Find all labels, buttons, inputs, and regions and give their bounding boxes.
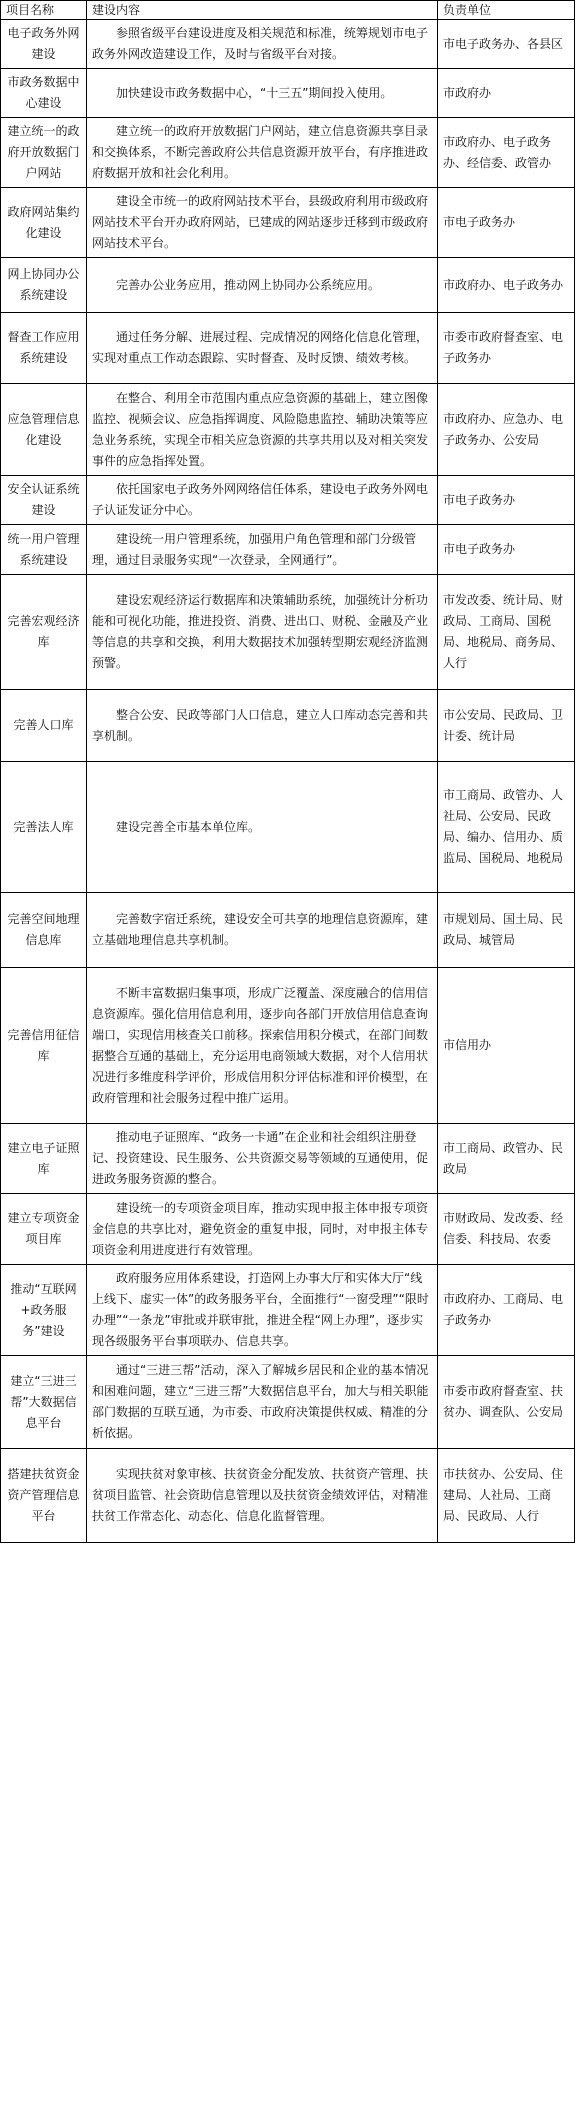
responsible-unit-cell: 市委市政府督查室、电子政务办 (438, 313, 575, 384)
project-name-cell: 建立“三进三帮”大数据信息平台 (1, 1356, 87, 1449)
project-name-cell: 电子政务外网建设 (1, 20, 87, 69)
table-row (1, 1265, 575, 1356)
table-row (1, 313, 575, 384)
table-body (1, 20, 575, 1543)
table-row (1, 20, 575, 69)
project-name-cell: 建立专项资金项目库 (1, 1194, 87, 1265)
table-row (1, 762, 575, 893)
table-row (1, 188, 575, 258)
project-content-cell: 建设宏观经济运行数据库和决策辅助系统，加强统计分析功能和可视化功能，推进投资、消费、进出口、财税、金融及产业等信息的共享和交换，利用大数据技术加强转型期宏观经济监测预警。 (87, 575, 438, 690)
table-header-row (1, 1, 575, 20)
header-responsible-unit: 负责单位 (438, 1, 575, 20)
table-row (1, 575, 575, 690)
responsible-unit-cell: 市委市政府督查室、扶贫办、调查队、公安局 (438, 1356, 575, 1449)
responsible-unit-cell: 市公安局、民政局、卫计委、统计局 (438, 690, 575, 762)
project-name-cell: 统一用户管理系统建设 (1, 525, 87, 575)
project-content-cell: 建设完善全市基本单位库。 (87, 762, 438, 893)
responsible-unit-cell: 市政府办、电子政务办 (438, 258, 575, 313)
project-name-cell: 督查工作应用系统建设 (1, 313, 87, 384)
responsible-unit-cell: 市政府办 (438, 69, 575, 118)
responsible-unit-cell: 市政府办、电子政务办、经信委、政管办 (438, 118, 575, 188)
responsible-unit-cell: 市电子政务办 (438, 476, 575, 525)
table-row (1, 1449, 575, 1543)
project-content-cell: 建设统一的专项资金项目库，推动实现申报主体申报专项资金信息的共享比对，避免资金的重复申报，同时，对申报主体专项资金利用进度进行有效管理。 (87, 1194, 438, 1265)
table-row (1, 525, 575, 575)
table-row (1, 893, 575, 968)
project-name-cell: 完善信用征信库 (1, 968, 87, 1124)
project-name-cell: 完善宏观经济库 (1, 575, 87, 690)
table-row (1, 476, 575, 525)
project-content-cell: 通过“三进三帮”活动，深入了解城乡居民和企业的基本情况和困难问题，建立“三进三帮”大数据信息平台，加大与相关职能部门数据的互联互通，为市委、市政府决策提供权威、精准的分析依据。 (87, 1356, 438, 1449)
responsible-unit-cell: 市政府办、应急办、电子政务办、公安局 (438, 384, 575, 476)
responsible-unit-cell: 市电子政务办 (438, 525, 575, 575)
responsible-unit-cell: 市电子政务办、各县区 (438, 20, 575, 69)
project-content-cell: 推动电子证照库、“政务一卡通”在企业和社会组织注册登记、投资建设、民生服务、公共资源交易等领域的互通使用，促进政务服务资源的整合。 (87, 1124, 438, 1194)
project-name-cell: 政府网站集约化建设 (1, 188, 87, 258)
project-name-cell: 网上协同办公系统建设 (1, 258, 87, 313)
project-content-cell: 参照省级平台建设进度及相关规范和标准，统筹规划市电子政务外网改造建设工作，及时与省级平台对接。 (87, 20, 438, 69)
header-project-name: 项目名称 (1, 1, 87, 20)
project-content-cell: 依托国家电子政务外网网络信任体系，建设电子政务外网电子认证发证分中心。 (87, 476, 438, 525)
project-content-cell: 完善办公业务应用，推动网上协同办公系统应用。 (87, 258, 438, 313)
project-content-cell: 加快建设市政务数据中心，“十三五”期间投入使用。 (87, 69, 438, 118)
project-name-cell: 搭建扶贫资金资产管理信息平台 (1, 1449, 87, 1543)
header-content: 建设内容 (87, 1, 438, 20)
responsible-unit-cell: 市规划局、国土局、民政局、城管局 (438, 893, 575, 968)
project-name-cell: 应急管理信息化建设 (1, 384, 87, 476)
responsible-unit-cell: 市扶贫办、公安局、住建局、人社局、工商局、民政局、人行 (438, 1449, 575, 1543)
responsible-unit-cell: 市信用办 (438, 968, 575, 1124)
project-name-cell: 建立统一的政府开放数据门户网站 (1, 118, 87, 188)
project-name-cell: 完善人口库 (1, 690, 87, 762)
project-name-cell: 安全认证系统建设 (1, 476, 87, 525)
project-name-cell: 市政务数据中心建设 (1, 69, 87, 118)
project-content-cell: 通过任务分解、进展过程、完成情况的网络化信息化管理，实现对重点工作动态跟踪、实时督查、及时反馈、绩效考核。 (87, 313, 438, 384)
project-content-cell: 实现扶贫对象审核、扶贫资金分配发放、扶贫资产管理、扶贫项目监管、社会资助信息管理以及扶贫资金绩效评估，对精准扶贫工作常态化、动态化、信息化监督管理。 (87, 1449, 438, 1543)
project-content-cell: 建设统一用户管理系统，加强用户角色管理和部门分级管理，通过目录服务实现“一次登录，全网通行”。 (87, 525, 438, 575)
project-name-cell: 推动“互联网+政务服务”建设 (1, 1265, 87, 1356)
responsible-unit-cell: 市发改委、统计局、财政局、工商局、国税局、地税局、商务局、人行 (438, 575, 575, 690)
responsible-unit-cell: 市工商局、政管办、人社局、公安局、民政局、编办、信用办、质监局、国税局、地税局 (438, 762, 575, 893)
project-content-cell: 在整合、利用全市范围内重点应急资源的基础上，建立图像监控、视频会议、应急指挥调度、风险隐患监控、辅助决策等应急业务系统，实现全市相关应急资源的共享共用以及对相关突发事件的应急指挥处置。 (87, 384, 438, 476)
project-name-cell: 完善法人库 (1, 762, 87, 893)
project-content-cell: 建立统一的政府开放数据门户网站，建立信息资源共享目录和交换体系，不断完善政府公共信息资源开放平台，有序推进政府数据开放和社会化利用。 (87, 118, 438, 188)
table-row (1, 69, 575, 118)
project-content-cell: 政府服务应用体系建设，打造网上办事大厅和实体大厅“线上线下、虚实一体”的政务服务平台，全面推行“一窗受理”“限时办理”“一条龙”审批或并联审批，推进全程“网上办理”，逐步实现各级服务平台事项联办、信息共享。 (87, 1265, 438, 1356)
responsible-unit-cell: 市工商局、政管办、民政局 (438, 1124, 575, 1194)
project-content-cell: 整合公安、民政等部门人口信息，建立人口库动态完善和共享机制。 (87, 690, 438, 762)
responsible-unit-cell: 市政府办、工商局、电子政务办 (438, 1265, 575, 1356)
project-content-cell: 完善数字宿迁系统，建设安全可共享的地理信息资源库，建立基础地理信息共享机制。 (87, 893, 438, 968)
project-content-cell: 建设全市统一的政府网站技术平台，县级政府利用市级政府网站技术平台开办政府网站，已建成的网站逐步迁移到市级政府网站技术平台。 (87, 188, 438, 258)
responsible-unit-cell: 市电子政务办 (438, 188, 575, 258)
table-row (1, 1194, 575, 1265)
table-row (1, 118, 575, 188)
table-row (1, 1356, 575, 1449)
project-content-cell: 不断丰富数据归集事项，形成广泛覆盖、深度融合的信用信息资源库。强化信用信息利用，逐步向各部门开放信用信息查询端口，实现信用核查关口前移。探索信用积分模式，在部门间数据整合互通的基础上，充分运用电商领域大数据，对个人信用状况进行多维度科学评价，形成信用积分评估标准和评价模型，在政府管理和社会服务过程中推广运用。 (87, 968, 438, 1124)
table-row (1, 384, 575, 476)
table-row (1, 258, 575, 313)
table-row (1, 690, 575, 762)
project-name-cell: 完善空间地理信息库 (1, 893, 87, 968)
project-name-cell: 建立电子证照库 (1, 1124, 87, 1194)
responsible-unit-cell: 市财政局、发改委、经信委、科技局、农委 (438, 1194, 575, 1265)
table-row (1, 1124, 575, 1194)
table-row (1, 968, 575, 1124)
